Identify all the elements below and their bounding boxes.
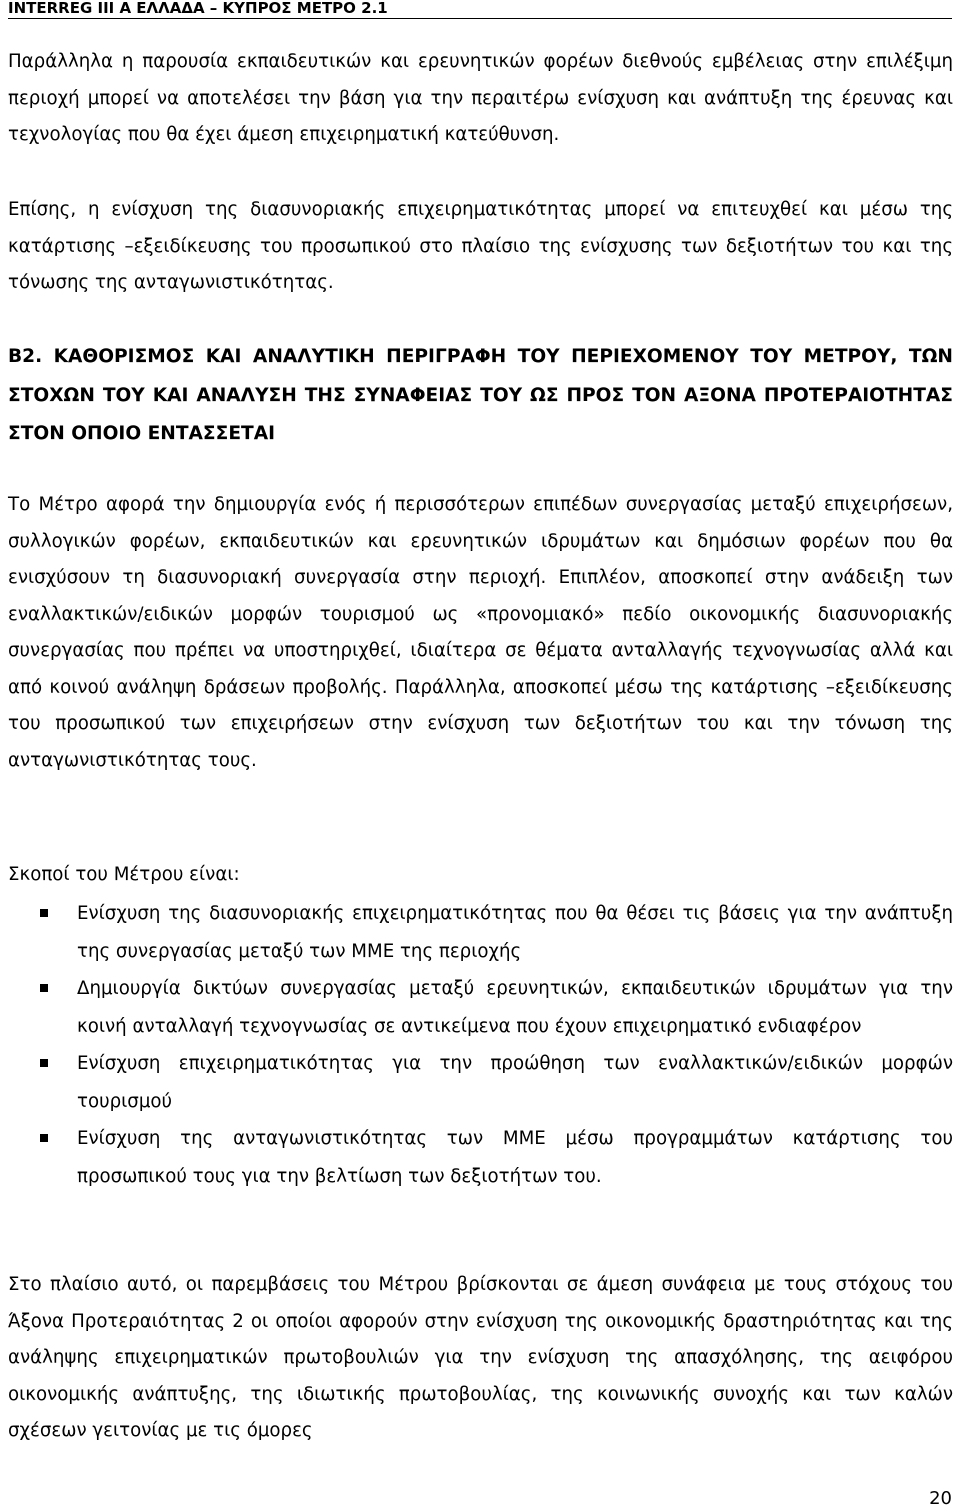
list-item-text: Ενίσχυση της ανταγωνιστικότητας των ΜΜΕ μέσω προγραμμάτων κατάρτισης του προσωπικού τους για την βελτίωση των δεξιοτήτων του.: [77, 1128, 953, 1187]
list-item: [0, 895, 960, 970]
page-number: 20: [929, 1488, 952, 1509]
square-bullet-icon: [40, 1134, 48, 1142]
paragraph-cross-border-entrepreneurship: Επίσης, η ενίσχυση της διασυνοριακής επιχειρηματικότητας μπορεί να επιτευχθεί και μέσω της κατάρτισης –εξειδίκευσης του προσωπικού στο πλαίσιο της ενίσχυσης των δεξιοτήτων του και της τόνωσης της ανταγωνιστικότητας.: [8, 199, 953, 293]
goals-bullet-list: [0, 895, 960, 1195]
square-bullet-icon: [40, 984, 48, 992]
paragraph-priority-axis-relevance: Στο πλαίσιο αυτό, οι παρεμβάσεις του Μέτρου βρίσκονται σε άμεση συνάφεια με τους στόχους του Άξονα Προτεραιότητας 2 οι οποίοι αφορούν στην ενίσχυση της οικονομικής δραστηριότητας και της ανάληψης επιχειρηματικών πρωτοβουλιών για την ενίσχυση της απασχόλησης, της αειφόρου οικονομικής ανάπτυξης, της ιδιωτικής πρωτοβουλίας, της κοινωνικής συνοχής και των καλών σχέσεων γειτονίας με τις όμορες: [8, 1274, 953, 1441]
list-item-text: Δημιουργία δικτύων συνεργασίας μεταξύ ερευνητικών, εκπαιδευτικών ιδρυμάτων για την κοινή ανταλλαγή τεχνογνωσίας σε αντικείμενα που έχουν επιχειρηματικό ενδιαφέρον: [77, 978, 953, 1037]
section-heading-b2: Β2. ΚΑΘΟΡΙΣΜΟΣ ΚΑΙ ΑΝΑΛΥΤΙΚΗ ΠΕΡΙΓΡΑΦΗ ΤΟΥ ΠΕΡΙΕΧΟΜΕΝΟΥ ΤΟΥ ΜΕΤΡΟΥ, ΤΩΝ ΣΤΟΧΩΝ ΤΟΥ ΚΑΙ ΑΝΑΛΥΣΗ ΤΗΣ ΣΥΝΑΦΕΙΑΣ ΤΟΥ ΩΣ ΠΡΟΣ ΤΟΝ ΑΞΟΝΑ ΠΡΟΤΕΡΑΙΟΤΗΤΑΣ ΣΤΟΝ ΟΠΟΙΟ ΕΝΤΑΣΣΕΤΑΙ: [8, 346, 953, 444]
paragraph-research-institutions: Παράλληλα η παρουσία εκπαιδευτικών και ερευνητικών φορέων διεθνούς εμβέλειας στην επιλέξιμη περιοχή μπορεί να αποτελέσει την βάση για την περαιτέρω ενίσχυση και ανάπτυξη της έρευνας και τεχνολογίας που θα έχει άμεση επιχειρηματική κατεύθυνση.: [8, 51, 953, 145]
square-bullet-icon: [40, 1059, 48, 1067]
list-item-text: Ενίσχυση επιχειρηματικότητας για την προώθηση των εναλλακτικών/ειδικών μορφών τουρισμού: [77, 1053, 953, 1112]
list-item: [0, 1045, 960, 1120]
list-item-text: Ενίσχυση της διασυνοριακής επιχειρηματικότητας που θα θέσει τις βάσεις για την ανάπτυξη της συνεργασίας μεταξύ των ΜΜΕ της περιοχής: [77, 903, 953, 962]
paragraph-measure-description: Το Μέτρο αφορά την δημιουργία ενός ή περισσότερων επιπέδων συνεργασίας μεταξύ επιχειρήσεων, συλλογικών φορέων, εκπαιδευτικών και ερευνητικών ιδρυμάτων και δημόσιων φορέων που θα ενισχύσουν τη διασυνοριακή συνεργασία στην περιοχή. Επιπλέον, αποσκοπεί στην ανάδειξη των εναλλακτικών/ειδικών μορφών τουρισμού ως «προνομιακό» πεδίο οικονομικής διασυνοριακής συνεργασίας που πρέπει να υποστηριχθεί, ιδιαίτερα σε θέματα ανταλλαγής τεχνογνωσίας αλλά και από κοινού ανάληψη δράσεων προβολής. Παράλληλα, αποσκοπεί μέσω της κατάρτισης –εξειδίκευσης του προσωπικού των επιχειρήσεων στην ενίσχυση των δεξιοτήτων του και την τόνωση της ανταγωνιστικότητας τους.: [8, 494, 953, 771]
list-item: [0, 970, 960, 1045]
list-item: [0, 1120, 960, 1195]
paragraph-measure-goals-intro: Σκοποί του Μέτρου είναι:: [8, 864, 240, 885]
page-header: INTERREG III A ΕΛΛΑΔΑ – ΚΥΠΡΟΣ ΜΕΤΡΟ 2.1: [8, 0, 952, 19]
square-bullet-icon: [40, 909, 48, 917]
